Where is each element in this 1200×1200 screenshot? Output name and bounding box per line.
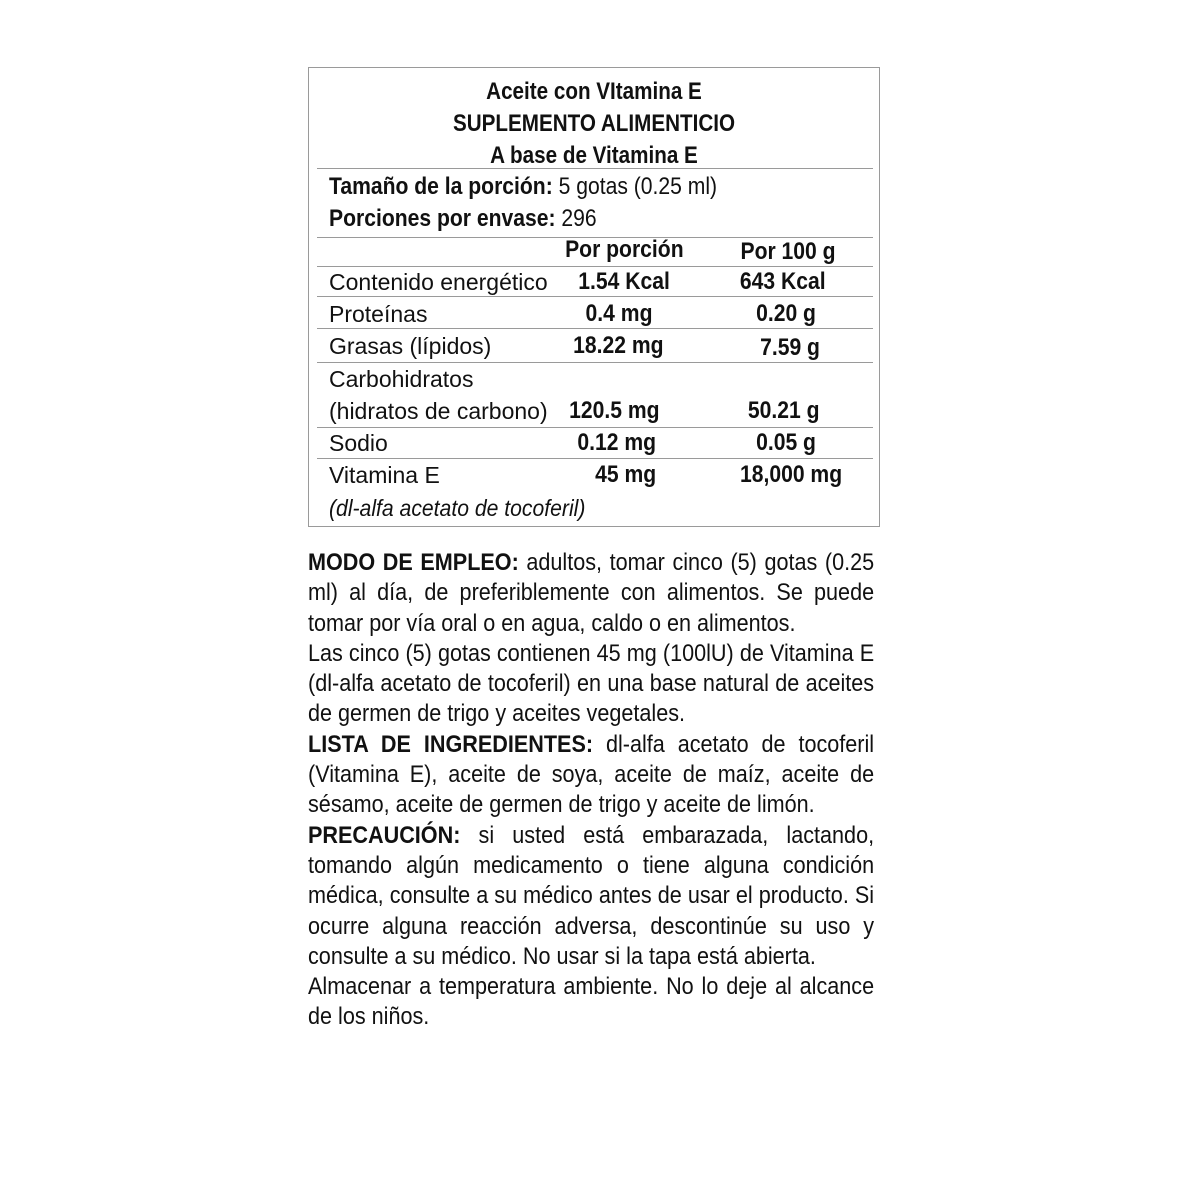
label-instructions xyxy=(308,548,874,1033)
nutrient-per-100g: 0.05 g xyxy=(756,429,816,456)
title-line-1: Aceite con VItamina E xyxy=(486,78,702,105)
servings-value: 296 xyxy=(561,205,597,232)
nutrient-name-line-2: (hidratos de carbono) xyxy=(329,398,548,424)
nutrient-per-100g: 643 Kcal xyxy=(739,268,826,295)
nutrient-name: Proteínas xyxy=(329,301,428,327)
ingredients-paragraph xyxy=(308,730,874,821)
divider xyxy=(317,328,873,329)
nutrient-per-100g: 7.59 g xyxy=(760,334,820,361)
product-title xyxy=(349,68,839,172)
usage-paragraph xyxy=(308,548,874,639)
nutrient-per-100g: 18,000 mg xyxy=(739,461,843,488)
usage-text: adultos, tomar cinco (5) gotas (0.25 ml) al día, de preferiblemente con alimentos. Se puede tomar por vía oral o en agua, caldo o en alimentos. xyxy=(308,549,875,637)
serving-size xyxy=(329,171,717,203)
nutrient-name: Grasas (lípidos) xyxy=(329,333,492,359)
usage-heading: MODO DE EMPLEO: xyxy=(308,549,519,576)
storage-paragraph: Almacenar a temperatura ambiente. No lo deje al alcance de los niños. xyxy=(308,973,875,1031)
contents-paragraph: Las cinco (5) gotas contienen 45 mg (100lU) de Vitamina E (dl-alfa acetato de tocoferil) en una base natural de aceites de germen de trigo y aceites vegetales. xyxy=(308,639,875,728)
nutrient-per-serving: 1.54 Kcal xyxy=(578,268,670,295)
serving-size-label: Tamaño de la porción: xyxy=(329,173,553,200)
column-header-per-100g: Por 100 g xyxy=(740,238,836,265)
nutrient-per-100g: 0.20 g xyxy=(756,300,816,327)
nutrient-name: Contenido energético xyxy=(329,269,548,295)
nutrient-per-serving: 0.12 mg xyxy=(577,429,657,456)
servings-per-container xyxy=(329,203,597,235)
ingredients-text: dl-alfa acetato de tocoferil (Vitamina E), aceite de soya, aceite de maíz, aceite de sésamo, aceite de germen de trigo y aceite de limón. xyxy=(308,730,875,819)
servings-label: Porciones por envase: xyxy=(329,205,556,232)
caution-heading: PRECAUCIÓN: xyxy=(308,821,461,849)
title-line-3: A base de Vitamina E xyxy=(490,142,698,169)
nutrient-per-100g: 50.21 g xyxy=(747,397,820,424)
column-header-per-serving: Por porción xyxy=(565,236,684,263)
serving-size-value: 5 gotas (0.25 ml) xyxy=(558,173,718,200)
divider xyxy=(317,296,873,297)
nutrient-per-serving: 45 mg xyxy=(595,461,657,488)
caution-text: si usted está embarazada, lactando, tomando algún medicamento o tiene alguna condición médica, consulte a su médico antes de usar el producto. Si ocurre alguna reacción adversa, descontinúe su uso y consulte a su médico. No usar si la tapa está abierta. xyxy=(308,821,875,970)
ingredients-heading: LISTA DE INGREDIENTES: xyxy=(308,730,594,758)
nutrition-facts-panel xyxy=(308,67,880,527)
nutrient-name: Carbohidratos xyxy=(329,366,474,392)
nutrient-per-serving: 120.5 mg xyxy=(569,397,660,424)
nutrient-name: Vitamina E xyxy=(329,462,440,488)
title-line-2: SUPLEMENTO ALIMENTICIO xyxy=(452,110,736,137)
divider xyxy=(317,168,873,169)
nutrient-per-serving: 0.4 mg xyxy=(585,300,653,327)
caution-paragraph xyxy=(308,821,874,972)
nutrient-per-serving: 18.22 mg xyxy=(573,332,664,359)
vitamin-e-source-note: (dl-alfa acetato de tocoferil) xyxy=(329,495,586,521)
nutrient-name: Sodio xyxy=(329,430,388,456)
